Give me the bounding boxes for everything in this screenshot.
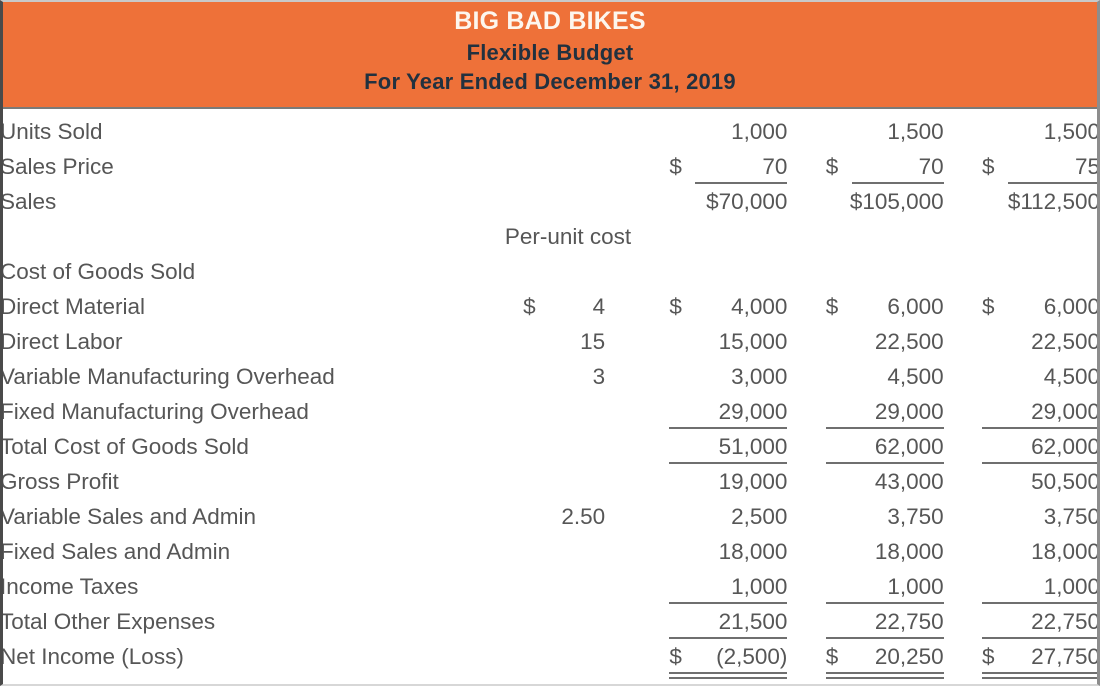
income-taxes-col1: 1,000 — [631, 570, 787, 605]
gross-profit-col1: 19,000 — [718, 469, 788, 495]
income-taxes-col2: 1,000 — [787, 570, 943, 605]
variable-sales-admin-col1: 2,500 — [731, 504, 788, 530]
variable-mfg-overhead-col2: 4,500 — [887, 364, 944, 390]
currency-symbol: $ — [982, 154, 995, 180]
row-label-variable-mfg-overhead: Variable Manufacturing Overhead — [0, 364, 335, 390]
sales-price-col1: $ 70 — [669, 154, 788, 180]
statement-header — [0, 0, 1100, 109]
fixed-sales-admin-per-unit — [441, 535, 631, 570]
table-row — [0, 395, 1100, 430]
gross-profit-per-unit — [441, 465, 631, 500]
total-other-expenses-col3: 22,750 — [944, 605, 1100, 640]
cogs-header-col3 — [944, 255, 1100, 290]
income-taxes-col3: 1,000 — [944, 570, 1100, 605]
table-row — [0, 255, 1100, 290]
table-row — [0, 430, 1100, 465]
currency-symbol: $ — [982, 294, 995, 320]
table-row — [0, 185, 1100, 220]
fixed-mfg-overhead-col3: 29,000 — [944, 395, 1100, 430]
variable-sales-admin-per-unit: 2.50 — [561, 504, 606, 530]
gross-profit-col3: 50,500 — [1031, 469, 1100, 495]
cogs-header-col1 — [631, 255, 787, 290]
fixed-sales-admin-col2: 18,000 — [874, 539, 944, 565]
budget-table — [0, 115, 1100, 675]
statement-title: Flexible Budget — [466, 40, 634, 65]
units-sold-col1: 1,000 — [731, 119, 788, 145]
table-row — [0, 360, 1100, 395]
direct-labor-col2: 22,500 — [874, 329, 944, 355]
row-label-total-other-expenses: Total Other Expenses — [0, 609, 216, 635]
table-row — [0, 570, 1100, 605]
empty-col3 — [944, 220, 1100, 255]
variable-sales-admin-col3: 3,750 — [1043, 504, 1100, 530]
empty-col1 — [631, 220, 787, 255]
row-label-cogs-header: Cost of Goods Sold — [0, 259, 196, 285]
currency-symbol: $ — [825, 294, 839, 320]
sales-price-col3: $ 75 — [982, 154, 1100, 180]
fixed-mfg-overhead-per-unit — [441, 395, 631, 430]
table-row — [0, 640, 1100, 675]
row-label-sales-price: Sales Price — [0, 154, 114, 180]
sales-price-col2: $ 70 — [825, 154, 944, 180]
fixed-sales-admin-col3: 18,000 — [1031, 539, 1100, 565]
empty-label — [0, 220, 441, 255]
variable-mfg-overhead-col1: 3,000 — [731, 364, 788, 390]
sales-col2: $105,000 — [849, 189, 944, 215]
sales-col1: $70,000 — [706, 189, 788, 215]
variable-mfg-overhead-per-unit: 3 — [592, 364, 606, 390]
statement-period: For Year Ended December 31, 2019 — [364, 69, 736, 94]
total-other-expenses-col1: 21,500 — [631, 605, 787, 640]
net-income-per-unit — [441, 640, 631, 675]
direct-labor-col3: 22,500 — [1031, 329, 1100, 355]
units-sold-col3: 1,500 — [1043, 119, 1100, 145]
table-row — [0, 535, 1100, 570]
table-row — [0, 325, 1100, 360]
row-label-sales: Sales — [0, 189, 57, 215]
variable-sales-admin-col2: 3,750 — [887, 504, 944, 530]
gross-profit-col2: 43,000 — [874, 469, 944, 495]
units-sold-col2: 1,500 — [887, 119, 944, 145]
table-row — [0, 500, 1100, 535]
total-other-expenses-col2: 22,750 — [787, 605, 943, 640]
table-row — [0, 150, 1100, 185]
currency-symbol: $ — [982, 644, 995, 670]
table-row — [0, 605, 1100, 640]
row-label-gross-profit: Gross Profit — [0, 469, 119, 495]
currency-symbol: $ — [825, 154, 839, 180]
currency-symbol: $ — [523, 294, 536, 320]
row-label-fixed-mfg-overhead: Fixed Manufacturing Overhead — [0, 399, 309, 425]
direct-labor-per-unit: 15 — [580, 329, 606, 355]
variable-mfg-overhead-col3: 4,500 — [1043, 364, 1100, 390]
company-name: BIG BAD BIKES — [454, 7, 646, 35]
row-label-net-income: Net Income (Loss) — [0, 644, 184, 670]
total-cogs-col2: 62,000 — [787, 430, 943, 465]
row-label-fixed-sales-admin: Fixed Sales and Admin — [0, 539, 231, 565]
fixed-mfg-overhead-col1: 29,000 — [631, 395, 787, 430]
table-row — [0, 290, 1100, 325]
row-label-units-sold: Units Sold — [0, 119, 103, 145]
table-row — [0, 115, 1100, 150]
row-label-variable-sales-admin: Variable Sales and Admin — [0, 504, 256, 530]
table-row — [0, 465, 1100, 500]
units-sold-per-unit — [441, 115, 631, 150]
income-taxes-per-unit — [441, 570, 631, 605]
cogs-header-per-unit — [441, 255, 631, 290]
direct-labor-col1: 15,000 — [718, 329, 788, 355]
direct-material-col2: $ 6,000 — [825, 294, 944, 320]
row-label-direct-material: Direct Material — [0, 294, 146, 320]
currency-symbol: $ — [669, 644, 682, 670]
sales-per-unit — [441, 185, 631, 220]
net-income-col3: $ 27,750 — [982, 644, 1100, 670]
cogs-header-col2 — [787, 255, 943, 290]
net-income-col2: $ 20,250 — [825, 644, 944, 670]
total-cogs-per-unit — [441, 430, 631, 465]
currency-symbol: $ — [669, 294, 682, 320]
row-label-income-taxes: Income Taxes — [0, 574, 139, 600]
currency-symbol: $ — [825, 644, 839, 670]
net-income-col1: $ (2,500) — [669, 644, 788, 670]
total-cogs-col1: 51,000 — [631, 430, 787, 465]
row-label-direct-labor: Direct Labor — [0, 329, 123, 355]
fixed-mfg-overhead-col2: 29,000 — [787, 395, 943, 430]
total-cogs-col3: 62,000 — [944, 430, 1100, 465]
per-unit-cost-header: Per-unit cost — [504, 224, 632, 250]
sales-price-per-unit — [441, 150, 631, 185]
direct-material-col3: $ 6,000 — [982, 294, 1100, 320]
row-label-total-cogs: Total Cost of Goods Sold — [0, 434, 249, 460]
currency-symbol: $ — [669, 154, 682, 180]
sales-col3: $112,500 — [1007, 189, 1100, 215]
per-unit-header-row — [0, 220, 1100, 255]
direct-material-col1: $ 4,000 — [669, 294, 788, 320]
direct-material-per-unit: $ 4 — [523, 294, 606, 320]
empty-col2 — [787, 220, 943, 255]
total-other-expenses-per-unit — [441, 605, 631, 640]
fixed-sales-admin-col1: 18,000 — [718, 539, 788, 565]
